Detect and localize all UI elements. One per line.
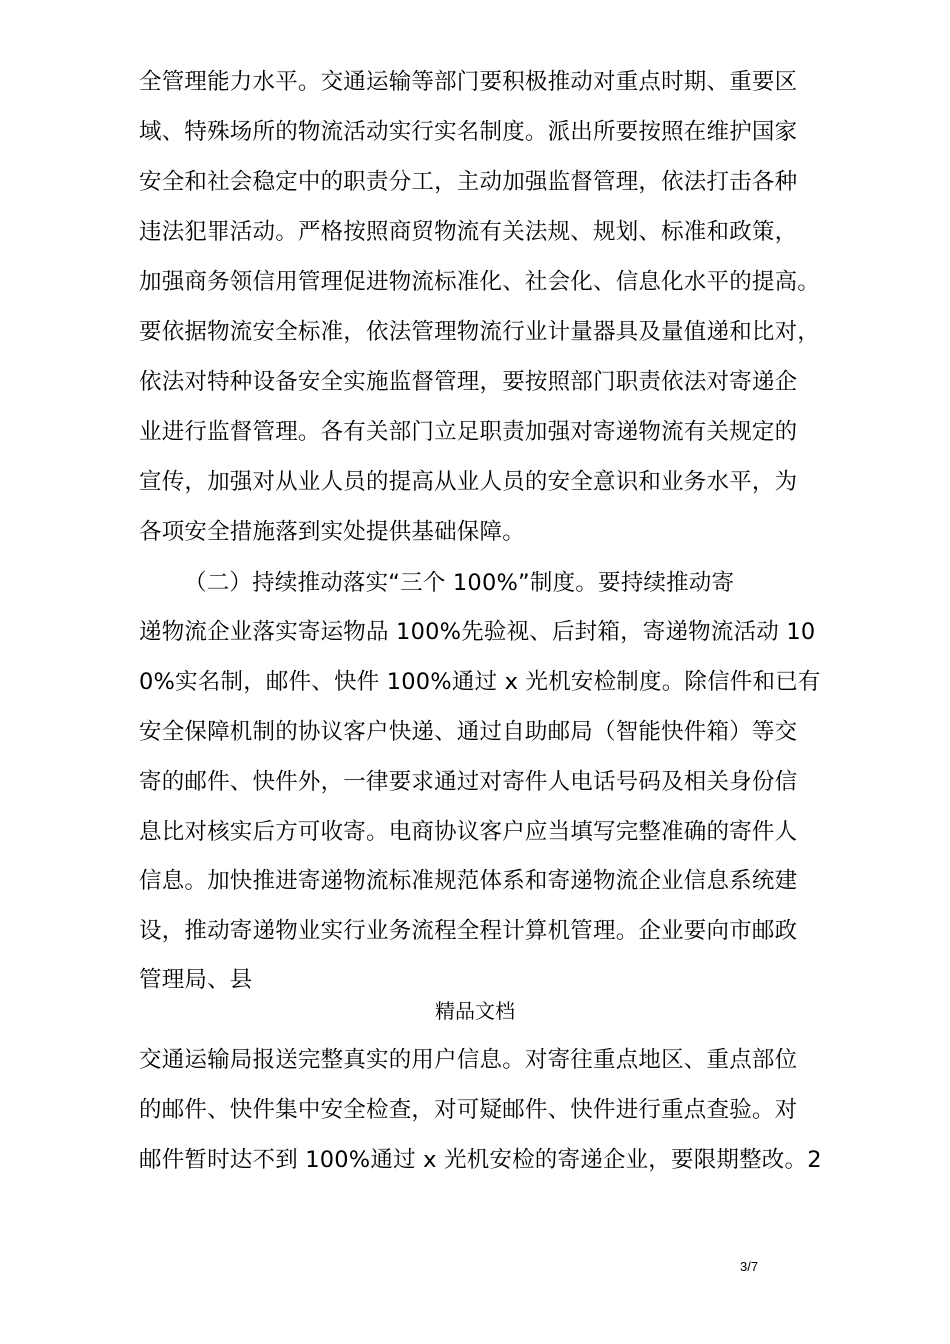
footer-label: 精品文档	[435, 999, 515, 1023]
text-line: 信息。加快推进寄递物流标准规范体系和寄递物流企业信息系统建	[139, 868, 798, 894]
text-line: 加强商务领信用管理促进物流标准化、社会化、信息化水平的提高。	[139, 269, 821, 295]
text-line: 寄的邮件、快件外，一律要求通过对寄件人电话号码及相关身份信	[139, 769, 798, 795]
text-line: 依法对特种设备安全实施监督管理，要按照部门职责依法对寄递企	[139, 369, 798, 395]
text-line: 违法犯罪活动。严格按照商贸物流有关法规、规划、标准和政策，	[139, 219, 798, 245]
section-heading-line: （二）持续推动落实“三个 100%”制度。要持续推动寄	[184, 570, 735, 596]
text-line: 要依据物流安全标准，依法管理物流行业计量器具及量值递和比对，	[139, 319, 821, 345]
text-line: 宣传，加强对从业人员的提高从业人员的安全意识和业务水平，为	[139, 469, 798, 495]
text-line: 安全保障机制的协议客户快递、通过自助邮局（智能快件箱）等交	[139, 719, 798, 745]
text-line: 安全和社会稳定中的职责分工，主动加强监督管理，依法打击各种	[139, 169, 798, 195]
text-line: 管理局、县	[139, 967, 253, 993]
text-line: 各项安全措施落到实处提供基础保障。	[139, 519, 525, 545]
text-line: 业进行监督管理。各有关部门立足职责加强对寄递物流有关规定的	[139, 419, 798, 445]
text-line: 递物流企业落实寄运物品 100%先验视、后封箱，寄递物流活动 10	[139, 619, 816, 645]
text-line: 0%实名制，邮件、快件 100%通过 x 光机安检制度。除信件和已有	[139, 669, 821, 695]
text-line: 息比对核实后方可收寄。电商协议客户应当填写完整准确的寄件人	[139, 819, 798, 845]
text-line: 全管理能力水平。交通运输等部门要积极推动对重点时期、重要区	[139, 69, 798, 95]
text-line: 设，推动寄递物业实行业务流程全程计算机管理。企业要向市邮政	[139, 918, 798, 944]
text-line: 的邮件、快件集中安全检查，对可疑邮件、快件进行重点查验。对	[139, 1097, 798, 1123]
text-line: 域、特殊场所的物流活动实行实名制度。派出所要按照在维护国家	[139, 119, 798, 145]
text-line: 交通运输局报送完整真实的用户信息。对寄往重点地区、重点部位	[139, 1047, 798, 1073]
text-line: 邮件暂时达不到 100%通过 x 光机安检的寄递企业，要限期整改。2	[139, 1147, 822, 1173]
page-number: 3/7	[740, 1259, 759, 1274]
